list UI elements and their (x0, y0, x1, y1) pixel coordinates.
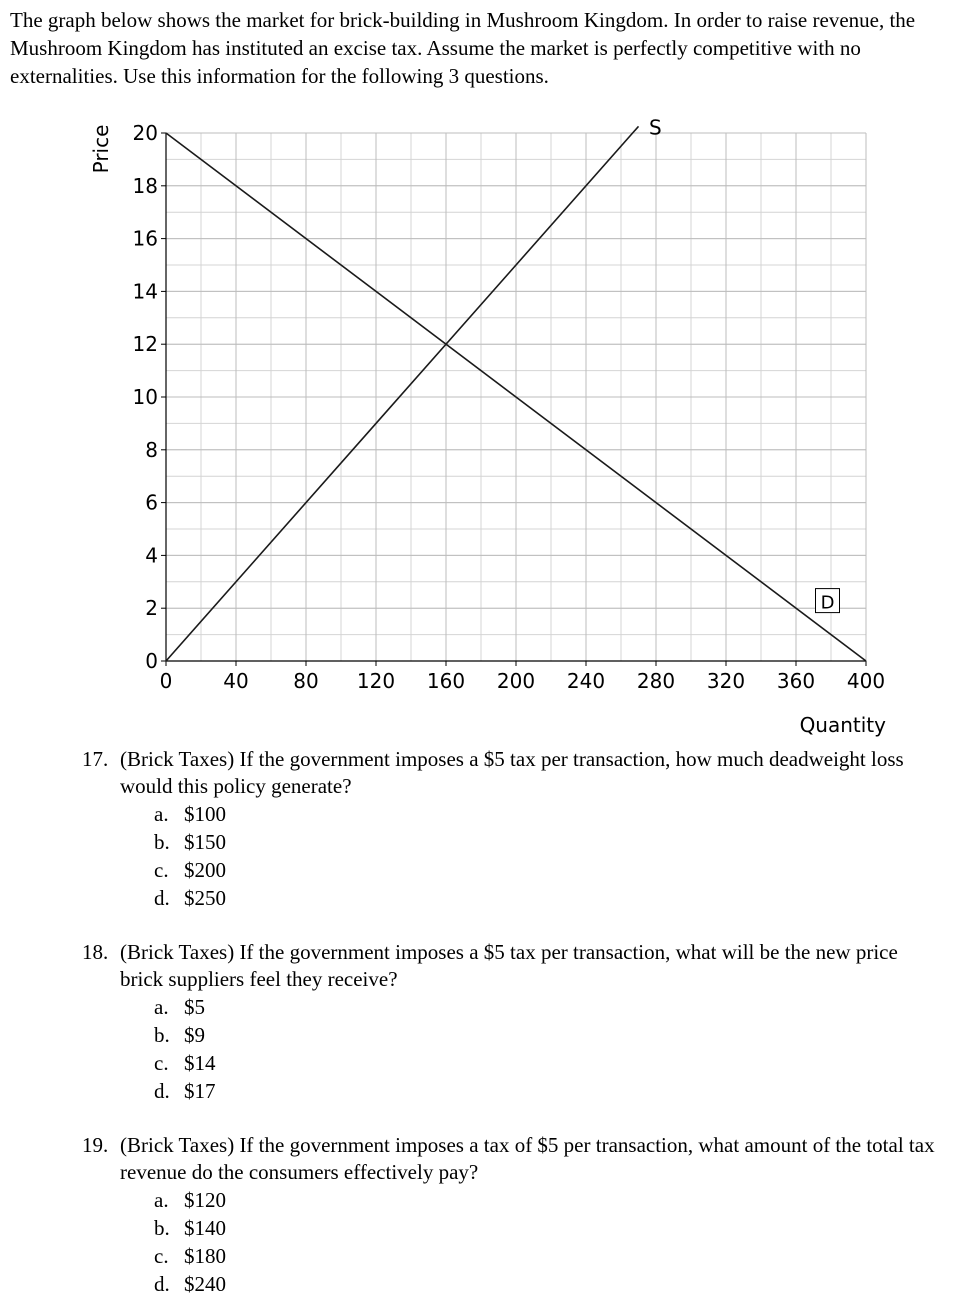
supply-curve (166, 126, 639, 661)
chart-labels (89, 116, 886, 737)
y-tick-label: 16 (132, 226, 158, 251)
question-number: 17. (82, 747, 109, 771)
question-19 (82, 1132, 942, 1298)
answer-option-a (154, 1186, 942, 1214)
option-letter: b. (154, 830, 170, 854)
y-tick-label: 14 (132, 279, 158, 304)
x-tick-label: 280 (636, 669, 676, 693)
option-letter: a. (154, 802, 169, 826)
answer-option-d (154, 1270, 942, 1298)
demand-label: D (820, 592, 835, 614)
answer-option-d (154, 1077, 942, 1105)
option-letter: c. (154, 1244, 169, 1268)
option-text: $120 (184, 1188, 226, 1212)
option-text: $150 (184, 830, 226, 854)
y-tick-label: 10 (132, 385, 158, 409)
y-tick-label: 18 (132, 173, 158, 198)
option-letter: a. (154, 995, 169, 1019)
option-text: $250 (184, 886, 226, 910)
y-tick-labels (133, 121, 166, 673)
x-tick-label: 0 (159, 669, 173, 693)
x-tick-label: 360 (776, 669, 816, 693)
option-letter: b. (154, 1023, 170, 1047)
x-tick-label: 120 (356, 669, 396, 693)
option-text: $14 (184, 1051, 216, 1075)
option-text: $180 (184, 1244, 226, 1268)
x-tick-label: 200 (496, 669, 536, 693)
answer-option-a (154, 993, 942, 1021)
answer-options (82, 800, 942, 912)
option-letter: d. (154, 886, 170, 910)
answer-option-c (154, 856, 942, 884)
question-number: 18. (82, 940, 109, 964)
y-tick-label: 0 (145, 649, 158, 673)
x-tick-label: 160 (426, 669, 466, 693)
question-17 (82, 746, 942, 912)
y-tick-label: 12 (132, 332, 158, 357)
option-text: $100 (184, 802, 226, 826)
supply-label: S (649, 115, 662, 140)
y-tick-label: 20 (132, 121, 158, 145)
x-tick-labels (160, 661, 885, 693)
option-text: $17 (184, 1079, 216, 1103)
option-text: $200 (184, 858, 226, 882)
question-number: 19. (82, 1133, 109, 1157)
answer-options (82, 993, 942, 1105)
x-tick-label: 80 (293, 669, 319, 693)
option-letter: d. (154, 1272, 170, 1296)
question-18 (82, 939, 942, 1105)
option-text: $140 (184, 1216, 226, 1240)
option-letter: c. (154, 1051, 169, 1075)
x-tick-label: 40 (223, 669, 249, 693)
answer-option-b (154, 828, 942, 856)
answer-options (82, 1186, 942, 1298)
y-tick-label: 2 (145, 596, 158, 621)
answer-option-b (154, 1021, 942, 1049)
x-axis-label: Quantity (799, 713, 886, 737)
question-text: (Brick Taxes) If the government imposes a $5 tax per transaction, what will be the new price brick suppliers feel they receive? (120, 940, 898, 991)
option-letter: d. (154, 1079, 170, 1103)
option-letter: b. (154, 1216, 170, 1240)
y-tick-label: 8 (145, 437, 158, 462)
answer-option-b (154, 1214, 942, 1242)
x-tick-label: 320 (706, 669, 746, 693)
option-letter: a. (154, 1188, 169, 1212)
answer-option-c (154, 1242, 942, 1270)
intro-text: The graph below shows the market for brick-building in Mushroom Kingdom. In order to raise revenue, the Mushroom Kingdom has instituted an excise tax. Assume the market is perfectly competitive with no externalities. Use this information for the following 3 questions. (10, 8, 916, 88)
question-text: (Brick Taxes) If the government imposes a $5 tax per transaction, how much deadweight loss would this policy generate? (120, 747, 904, 798)
answer-option-c (154, 1049, 942, 1077)
y-tick-label: 6 (145, 490, 158, 515)
answer-option-d (154, 884, 942, 912)
x-tick-label: 240 (566, 669, 606, 693)
y-axis-label: Price (89, 124, 113, 174)
option-text: $5 (184, 995, 205, 1019)
y-tick-label: 4 (145, 543, 158, 568)
answer-option-a (154, 800, 942, 828)
option-text: $9 (184, 1023, 205, 1047)
option-letter: c. (154, 858, 169, 882)
option-text: $240 (184, 1272, 226, 1296)
x-tick-label: 400 (846, 669, 886, 693)
question-text: (Brick Taxes) If the government imposes a tax of $5 per transaction, what amount of the total tax revenue do the consumers effectively pay? (120, 1133, 935, 1184)
